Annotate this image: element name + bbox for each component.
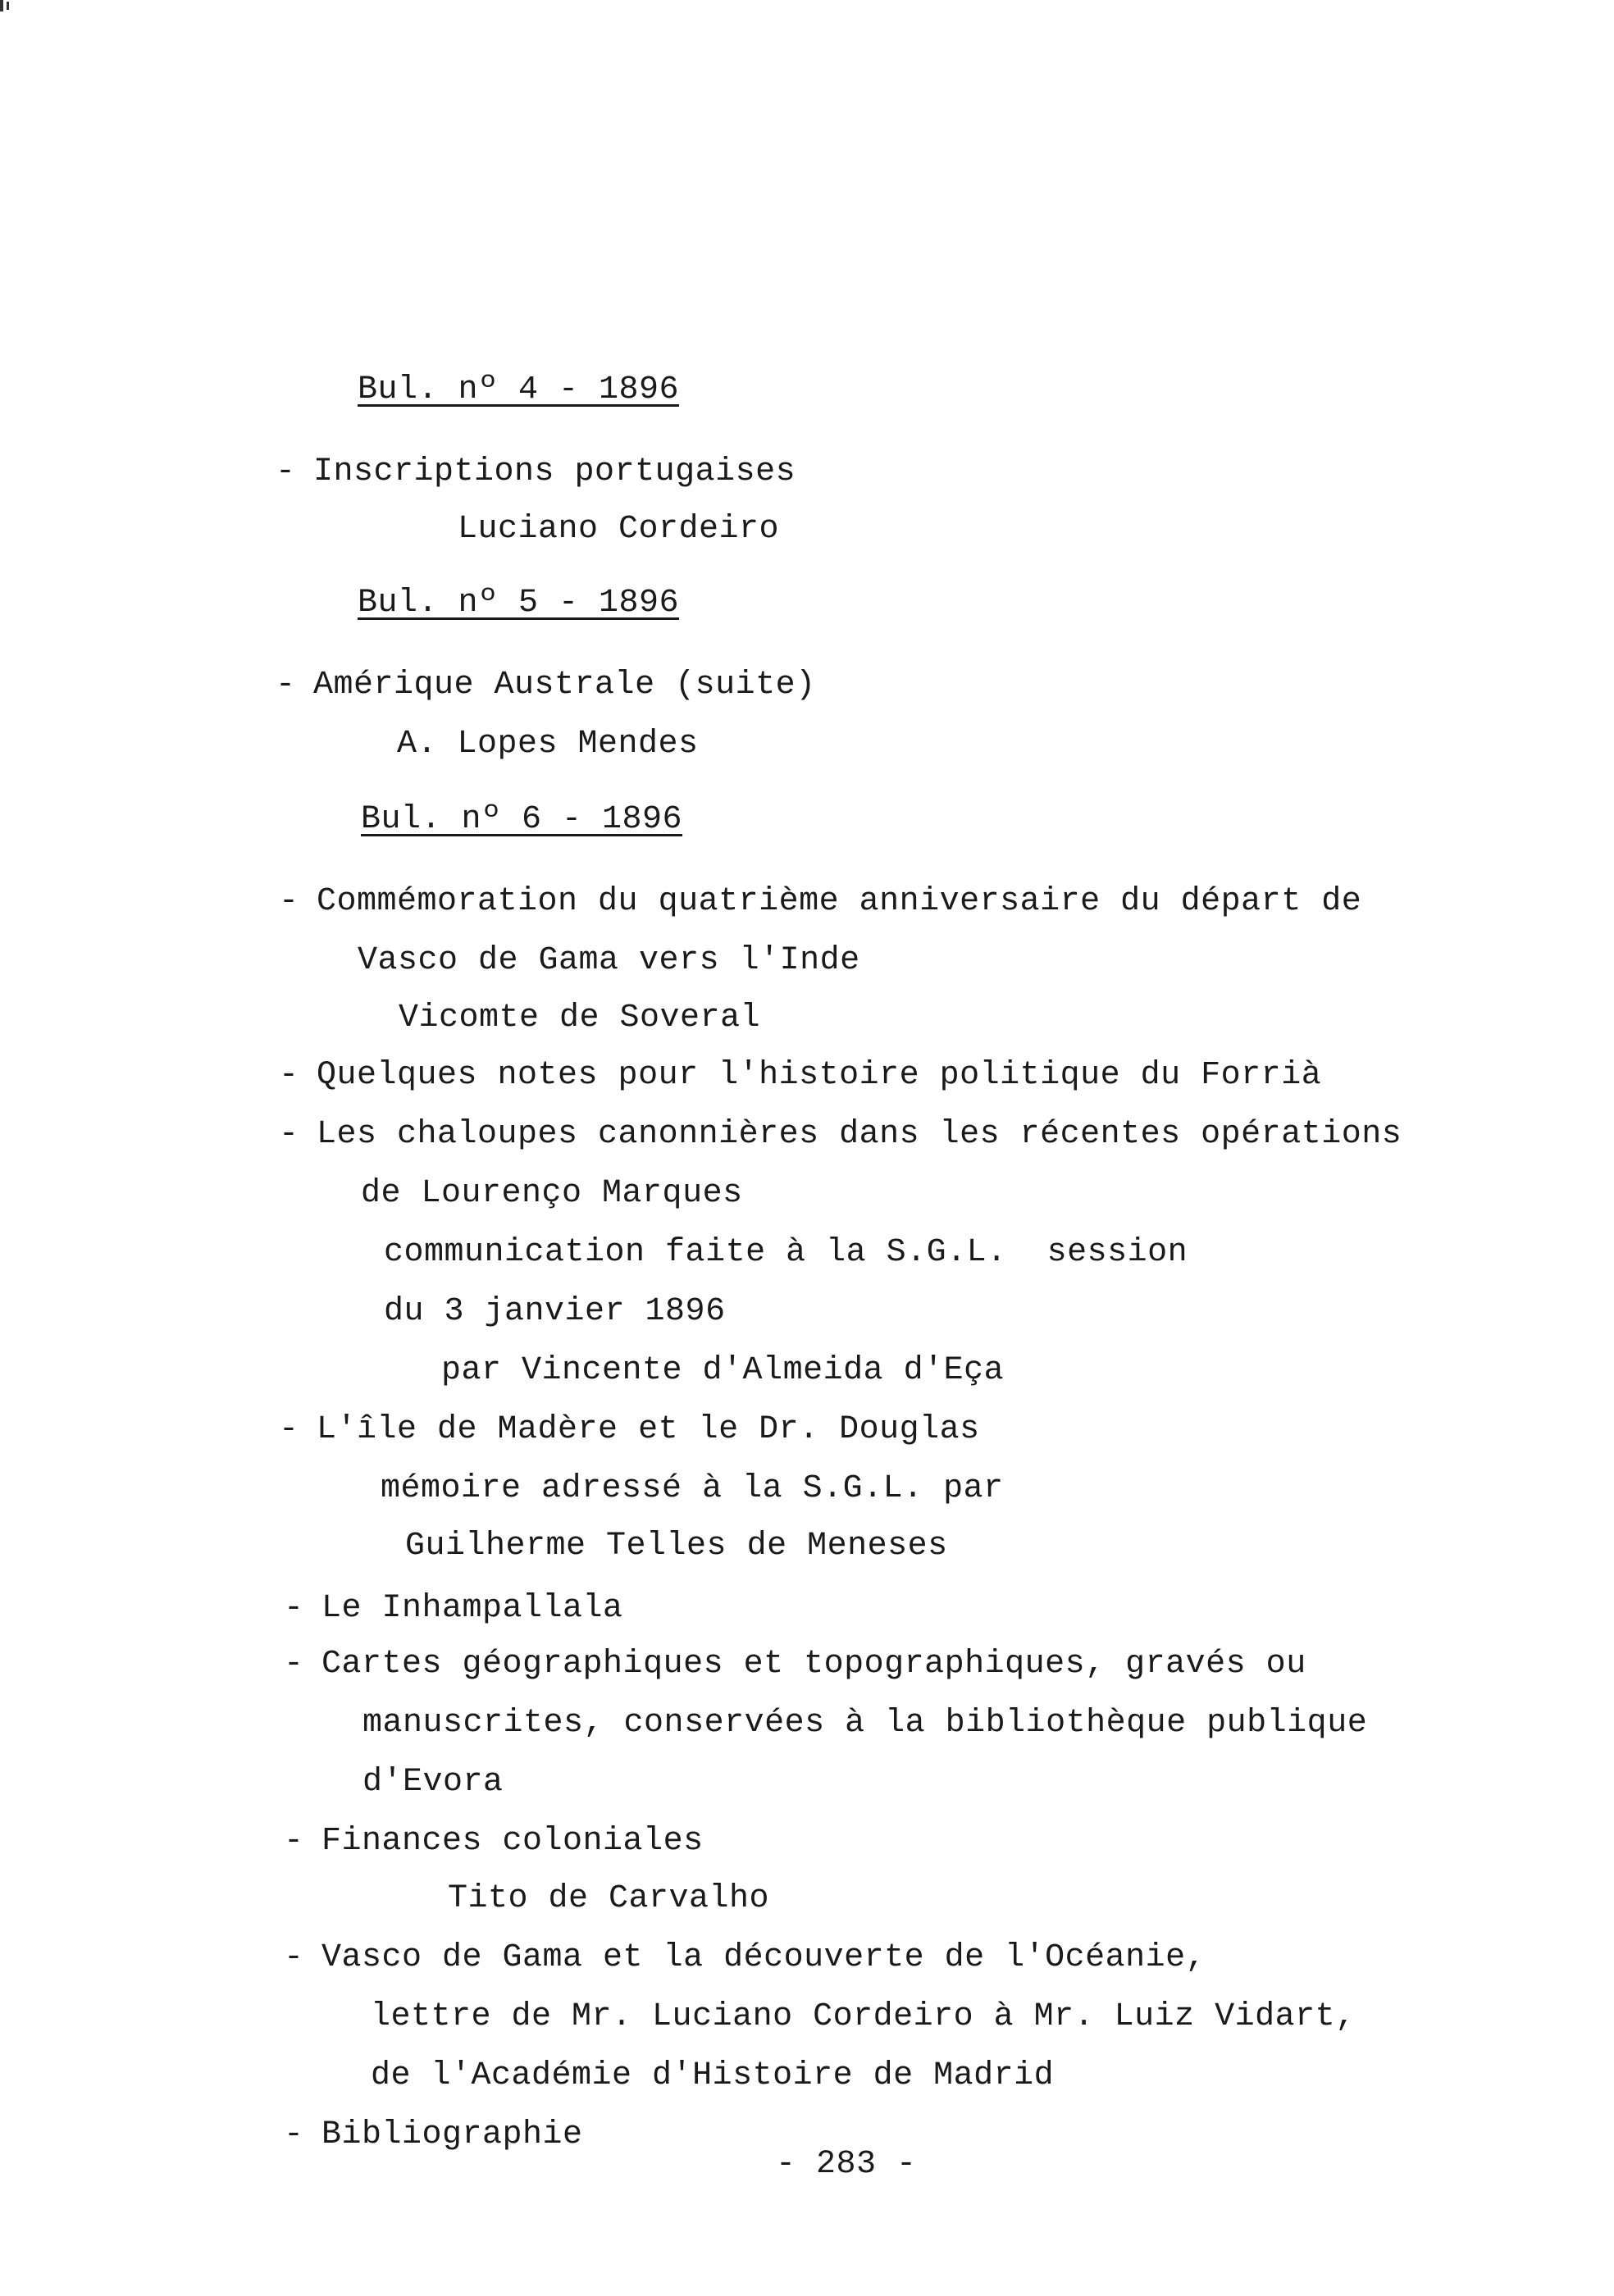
page-number: - 283 - (776, 2146, 917, 2183)
entry-title-continued: mémoire adressé à la S.G.L. par (381, 1470, 1004, 1507)
entry-title: L'île de Madère et le Dr. Douglas (317, 1411, 980, 1448)
list-item: - Le Inhampallala (284, 1590, 623, 1627)
list-item: - Inscriptions portugaises (276, 453, 796, 490)
entry-author: Tito de Carvalho (448, 1880, 770, 1917)
entry-title-continued: du 3 janvier 1896 (384, 1293, 726, 1330)
entry-title-continued: manuscrites, conservées à la bibliothèque publique (362, 1705, 1368, 1742)
entry-author: par Vincente d'Almeida d'Eça (441, 1352, 1005, 1389)
entry-title-continued: de l'Académie d'Histoire de Madrid (371, 2057, 1055, 2094)
entry-title-continued: de Lourenço Marques (361, 1175, 743, 1212)
entry-author: Guilherme Telles de Meneses (405, 1528, 948, 1565)
section-heading: Bul. nº 6 - 1896 (361, 801, 683, 838)
section-heading: Bul. nº 4 - 1896 (358, 371, 680, 408)
entry-author: A. Lopes Mendes (397, 726, 699, 763)
entry-title: Bibliographie (321, 2116, 583, 2153)
entry-title: Le Inhampallala (321, 1590, 623, 1627)
entry-title-continued: d'Evora (362, 1764, 504, 1801)
scan-mark (0, 0, 3, 11)
list-item: - Quelques notes pour l'histoire politique du Forrià (279, 1057, 1322, 1094)
list-item: - Les chaloupes canonnières dans les récentes opérations (279, 1116, 1402, 1153)
scan-mark (7, 2, 9, 10)
entry-title-continued: communication faite à la S.G.L. session (384, 1234, 1188, 1271)
list-item: - Vasco de Gama et la découverte de l'Océanie, (284, 1939, 1206, 1976)
list-item: - Commémoration du quatrième anniversaire du départ de (279, 883, 1362, 920)
list-item: - L'île de Madère et le Dr. Douglas (279, 1411, 980, 1448)
list-item: - Amérique Australe (suite) (276, 667, 816, 704)
list-item: - Cartes géographiques et topographiques, gravés ou (284, 1646, 1306, 1683)
list-item: - Bibliographie (284, 2116, 583, 2153)
entry-title: Commémoration du quatrième anniversaire du départ de (317, 883, 1362, 920)
entry-author: Luciano Cordeiro (458, 511, 780, 548)
entry-author: Vicomte de Soveral (399, 1000, 761, 1036)
section-heading: Bul. nº 5 - 1896 (358, 585, 680, 622)
entry-title: Inscriptions portugaises (313, 453, 796, 490)
entry-title-continued: lettre de Mr. Luciano Cordeiro à Mr. Luiz Vidart, (371, 1998, 1356, 2035)
entry-title: Les chaloupes canonnières dans les récentes opérations (317, 1116, 1402, 1153)
entry-title: Finances coloniales (321, 1823, 704, 1860)
entry-title: Quelques notes pour l'histoire politique du Forrià (317, 1057, 1322, 1094)
entry-title: Amérique Australe (suite) (313, 667, 816, 704)
list-item: - Finances coloniales (284, 1823, 704, 1860)
entry-title-continued: Vasco de Gama vers l'Inde (358, 942, 860, 979)
entry-title: Cartes géographiques et topographiques, gravés ou (321, 1646, 1306, 1683)
entry-title: Vasco de Gama et la découverte de l'Océanie, (321, 1939, 1206, 1976)
